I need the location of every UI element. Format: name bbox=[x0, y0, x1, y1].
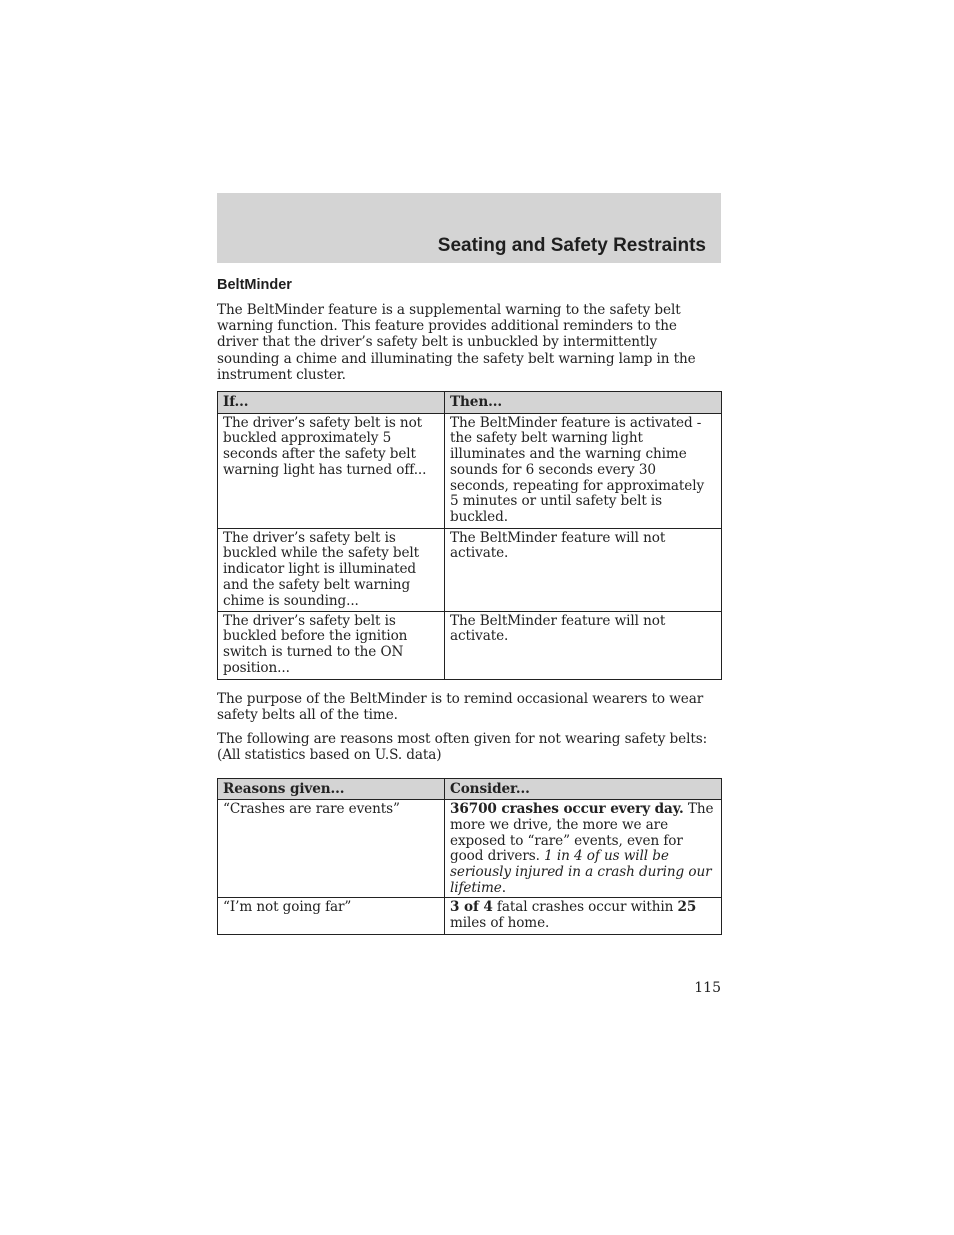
statistic-bold: 25 bbox=[677, 899, 697, 916]
table-header-row bbox=[218, 778, 722, 800]
table-row bbox=[218, 800, 722, 898]
table-cell-reason: “Crashes are rare events” bbox=[218, 800, 445, 898]
table-cell-then: The BeltMinder feature will not activate. bbox=[445, 528, 722, 611]
table-row bbox=[218, 611, 722, 679]
table-cell-reason: “I’m not going far” bbox=[218, 898, 445, 935]
consider-text: fatal crashes occur within bbox=[492, 899, 678, 916]
reasons-table bbox=[217, 778, 722, 936]
table-row bbox=[218, 413, 722, 528]
table-cell-consider bbox=[445, 898, 722, 935]
table-row bbox=[218, 528, 722, 611]
table-cell-if: The driver’s safety belt is buckled before the ignition switch is turned to the ON position... bbox=[218, 611, 445, 679]
statistic-italic: 1 in 4 of us will be seriously injured in a crash during our lifetime bbox=[450, 848, 712, 896]
table-cell-then: The BeltMinder feature will not activate. bbox=[445, 611, 722, 679]
table-header-consider: Consider... bbox=[445, 778, 722, 800]
table-header-then: Then... bbox=[445, 392, 722, 414]
reasons-intro-paragraph: The following are reasons most often given for not wearing safety belts: (All statistics based on U.S. data) bbox=[217, 731, 708, 764]
header-band bbox=[217, 193, 721, 263]
table-cell-if: The driver’s safety belt is not buckled approximately 5 seconds after the safety belt warning light has turned off... bbox=[218, 413, 445, 528]
table-cell-then: The BeltMinder feature is activated - the safety belt warning light illuminates and the warning chime sounds for 6 seconds every 30 seconds, repeating for approximately 5 minutes or until safety belt is buckled. bbox=[445, 413, 722, 528]
table-header-if: If... bbox=[218, 392, 445, 414]
purpose-paragraph: The purpose of the BeltMinder is to remind occasional wearers to wear safety belts all of the time. bbox=[217, 690, 704, 723]
page-title: Seating and Safety Restraints bbox=[437, 235, 706, 256]
table-header-row bbox=[218, 392, 722, 414]
table-header-reasons: Reasons given... bbox=[218, 778, 445, 800]
intro-paragraph: The BeltMinder feature is a supplemental warning to the safety belt warning function. This feature provides additional reminders to the driver that the driver’s safety belt is unbuckled by intermittently sounding a chime and illuminating the safety belt warning lamp in the instrument cluster. bbox=[217, 302, 696, 383]
section-heading: BeltMinder bbox=[217, 277, 292, 293]
statistic-bold: 36700 crashes occur every day. bbox=[450, 801, 684, 818]
table-row bbox=[218, 898, 722, 935]
table-cell-if: The driver’s safety belt is buckled while the safety belt indicator light is illuminated and the safety belt warning chime is sounding... bbox=[218, 528, 445, 611]
page-content bbox=[217, 276, 721, 946]
consider-text: The more we drive, the more we are exposed to “rare” events, even for good drivers. bbox=[450, 801, 714, 865]
page-number: 115 bbox=[694, 980, 721, 996]
consider-text: . bbox=[501, 879, 506, 896]
statistic-bold: 3 of 4 bbox=[450, 899, 493, 916]
table-cell-consider bbox=[445, 800, 722, 898]
beltminder-table bbox=[217, 391, 722, 680]
consider-text: miles of home. bbox=[450, 915, 550, 932]
